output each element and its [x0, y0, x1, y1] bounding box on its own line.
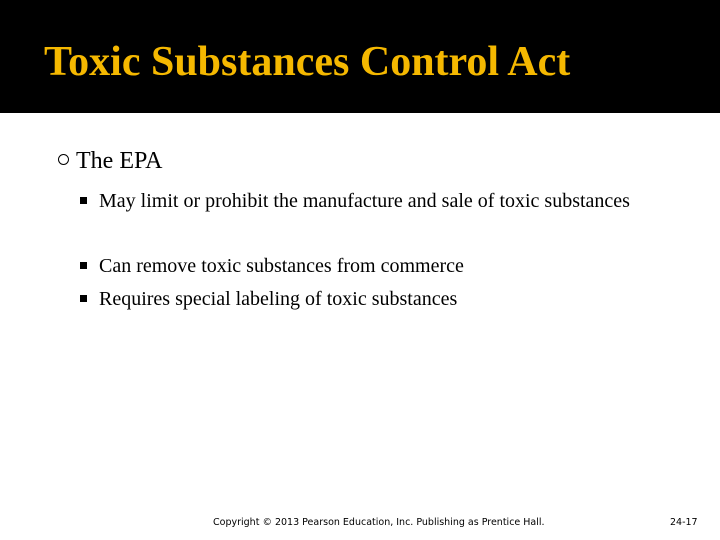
bullet-level2-text: Requires special labeling of toxic substances: [99, 288, 458, 310]
bullet-level1-text: The EPA: [76, 148, 163, 174]
square-bullet-icon: [80, 262, 87, 269]
footer-copyright: Copyright © 2013 Pearson Education, Inc. Publishing as Prentice Hall.: [213, 517, 545, 528]
square-bullet-icon: [80, 295, 87, 302]
bullet-level2-item: [80, 187, 640, 216]
bullet-level2-text: Can remove toxic substances from commerce: [99, 255, 464, 277]
bullet-level2-item: [80, 285, 640, 314]
square-bullet-icon: [80, 197, 87, 204]
bullet-level2-item: [80, 252, 640, 281]
slide-title: Toxic Substances Control Act: [44, 39, 571, 85]
footer-page-number: 24-17: [670, 517, 698, 528]
title-bar: [0, 0, 720, 113]
bullet-level2-text: May limit or prohibit the manufacture and sale of toxic substances: [99, 190, 630, 212]
hollow-circle-icon: [58, 154, 69, 165]
